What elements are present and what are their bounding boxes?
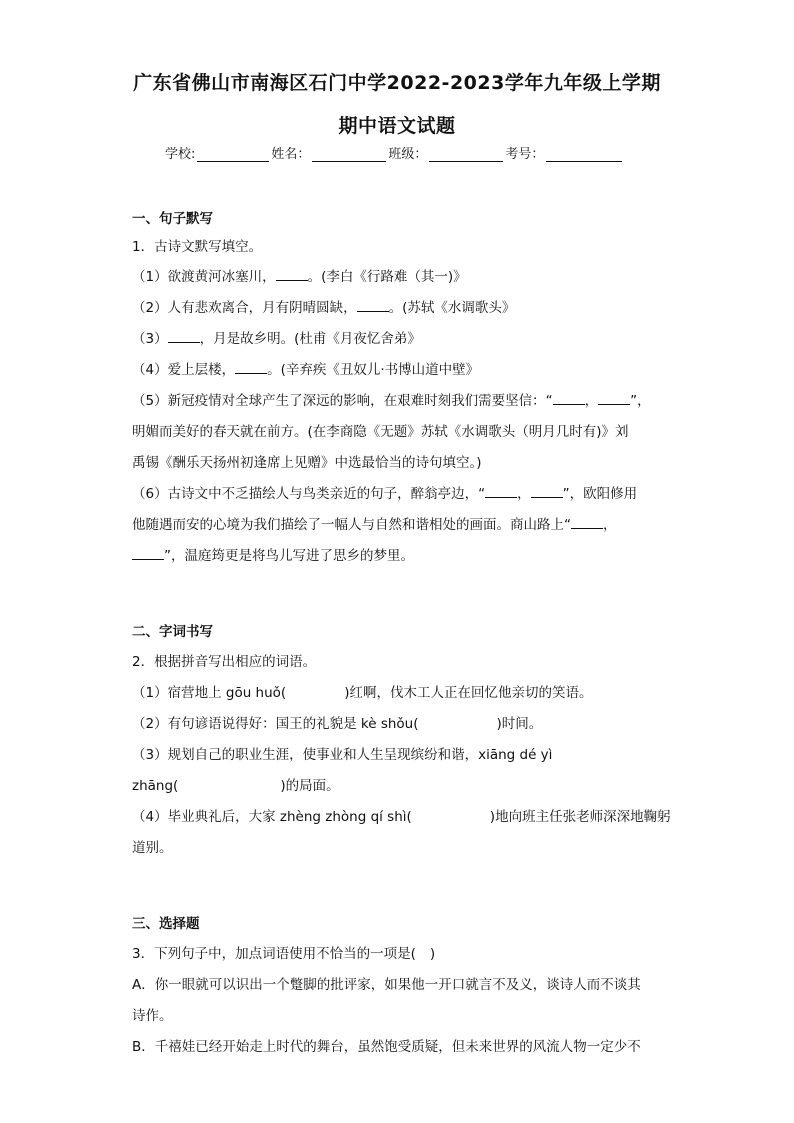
- question-1-6-line3: [132, 544, 672, 564]
- q1-3-text-pre: （3）: [132, 331, 168, 347]
- q2-2-text-pre: （2）有句谚语说得好：国王的礼貌是 kè shǒu(: [132, 716, 419, 732]
- q1-6-l2-text-post: ，: [603, 517, 617, 533]
- question-1-1: [132, 265, 672, 285]
- question-2-3-line1: （3）规划自己的职业生涯，使事业和人生呈现缤纷和谐，xiāng dé yì: [132, 747, 553, 763]
- name-blank[interactable]: [312, 147, 386, 162]
- q1-3-text-post: ，月是故乡明。(杜甫《月夜忆舍弟》: [199, 331, 421, 347]
- q1-1-text-pre: （1）欲渡黄河冰塞川，: [132, 269, 276, 285]
- q1-6-l2-text-pre: 他随遇而安的心境为我们描绘了一幅人与自然和谐相处的画面。商山路上“: [132, 517, 571, 533]
- section-heading-multiple-choice: 三、选择题: [132, 916, 200, 932]
- q2-3-text-post: )的局面。: [280, 778, 340, 794]
- number-blank[interactable]: [546, 147, 622, 162]
- q1-6-l3-text-post: ”，温庭筠更是将鸟儿写进了思乡的梦里。: [164, 548, 414, 564]
- q3-text-post: ): [429, 946, 436, 962]
- number-label: 考号：: [505, 147, 545, 162]
- school-label: 学校:: [165, 147, 196, 162]
- q1-6-text-pre: （6）古诗文中不乏描绘人与鸟类亲近的句子，醉翁亭边，“: [132, 486, 486, 502]
- q2-3-text-pre: zhāng(: [132, 778, 179, 794]
- question-1-5-line2: 明媚而美好的春天就在前方。(在李商隐《无题》苏轼《水调歌头（明月几时有)》刘: [132, 424, 629, 440]
- question-1-6-line1: [132, 482, 672, 502]
- option-a-line2[interactable]: 诗作。: [132, 1008, 173, 1024]
- question-3-stem: [132, 942, 672, 962]
- question-1-4: [132, 358, 672, 378]
- class-blank[interactable]: [429, 147, 503, 162]
- q2-4-text-post: )地向班主任张老师深深地鞠躬: [489, 809, 671, 825]
- question-2-4-line1: [132, 805, 672, 825]
- exam-title-line1: 广东省佛山市南海区石门中学2022-2023学年九年级上学期: [133, 72, 661, 94]
- question-1-6-line2: [132, 513, 672, 533]
- q2-4-text-pre: （4）毕业典礼后，大家 zhèng zhòng qí shì(: [132, 809, 412, 825]
- q1-1-text-post: 。(李白《行路难（其一)》: [307, 269, 467, 285]
- fill-blank[interactable]: [168, 329, 200, 343]
- student-info-line: [165, 143, 624, 162]
- q1-5-text-pre: （5）新冠疫情对全球产生了深远的影响，在艰难时刻我们需要坚信：“: [132, 393, 553, 409]
- q1-6-text-mid: ，: [517, 486, 531, 502]
- fill-blank[interactable]: [571, 515, 603, 529]
- q3-text-pre: 3．下列句子中，加点词语使用不恰当的一项是(: [132, 946, 416, 962]
- question-1-stem: 1．古诗文默写填空。: [132, 239, 263, 255]
- fill-blank[interactable]: [235, 360, 267, 374]
- q1-4-text-pre: （4）爱上层楼，: [132, 362, 236, 378]
- fill-blank[interactable]: [132, 546, 164, 560]
- question-2-1: [132, 681, 672, 701]
- question-1-2: [132, 296, 672, 316]
- question-2-stem: 2．根据拼音写出相应的词语。: [132, 654, 317, 670]
- fill-blank[interactable]: [485, 484, 517, 498]
- question-1-3: [132, 327, 672, 347]
- q1-2-text-pre: （2）人有悲欢离合，月有阴晴圆缺，: [132, 300, 357, 316]
- q1-2-text-post: 。(苏轼《水调歌头》: [388, 300, 516, 316]
- section-heading-dictation: 一、句子默写: [132, 211, 213, 227]
- question-2-3-line2: [132, 774, 672, 794]
- question-1-5-line3: 禹锡《酬乐天扬州初逢席上见赠》中选最恰当的诗句填空。): [132, 455, 482, 471]
- school-blank[interactable]: [197, 147, 269, 162]
- fill-blank[interactable]: [357, 298, 389, 312]
- question-2-2: [132, 712, 672, 732]
- name-label: 姓名：: [271, 147, 311, 162]
- fill-blank[interactable]: [598, 391, 630, 405]
- fill-blank[interactable]: [531, 484, 563, 498]
- q2-1-text-post: )红啊，伐木工人正在回忆他亲切的笑语。: [344, 685, 593, 701]
- option-a-line1[interactable]: A．你一眼就可以识出一个蹩脚的批评家，如果他一开口就言不及义，谈诗人而不谈其: [132, 977, 641, 993]
- option-b-line1[interactable]: B．千禧娃已经开始走上时代的舞台，虽然饱受质疑，但未来世界的风流人物一定少不: [132, 1039, 641, 1055]
- fill-blank[interactable]: [276, 267, 308, 281]
- class-label: 班级：: [388, 147, 428, 162]
- q1-5-text-mid: ，: [584, 393, 599, 409]
- q1-6-text-post: ”，欧阳修用: [562, 486, 638, 502]
- exam-title-line2: 期中语文试题: [338, 115, 456, 137]
- q2-2-text-post: )时间。: [496, 716, 543, 732]
- q2-1-text-pre: （1）宿营地上 gōu huǒ(: [132, 685, 287, 701]
- q1-5-text-post: ”，: [630, 393, 651, 409]
- section-heading-word-writing: 二、字词书写: [132, 624, 213, 640]
- question-2-4-line2: 道别。: [132, 840, 173, 856]
- fill-blank[interactable]: [553, 391, 585, 405]
- q1-4-text-post: 。(辛弃疾《丑奴儿·书博山道中壁》: [267, 362, 480, 378]
- question-1-5-line1: [132, 389, 672, 409]
